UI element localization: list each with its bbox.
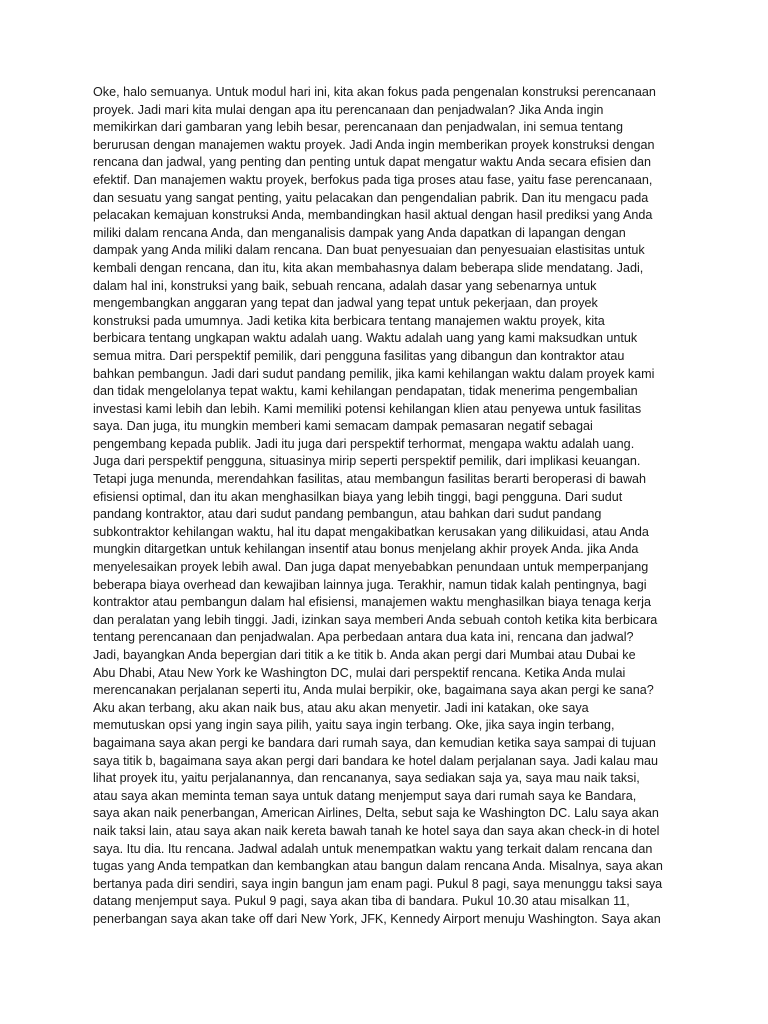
- document-text-line: mengembangkan anggaran yang tepat dan jadwal yang tepat untuk pekerjaan, dan proyek: [93, 296, 598, 311]
- document-text-line: Tetapi juga menunda, merendahkan fasilitas, atau membangun fasilitas berarti beroperasi di bawah: [93, 472, 647, 487]
- document-text-line: penerbangan saya akan take off dari New York, JFK, Kennedy Airport menuju Washington. Saya akan: [93, 911, 661, 926]
- document-text-line: pengembang kepada publik. Jadi itu juga dari perspektif terhormat, mengapa waktu adalah uang.: [93, 436, 635, 451]
- document-text-line: konstruksi pada umumnya. Jadi ketika kita berbicara tentang manajemen waktu proyek, kita: [93, 313, 605, 328]
- document-text-line: atau saya akan meminta teman saya untuk datang menjemput saya dari rumah saya ke Bandara,: [93, 788, 637, 803]
- document-text-line: dan sesuatu yang sangat penting, yaitu pelacakan dan pengendalian pabrik. Dan itu mengacu pada: [93, 190, 649, 205]
- document-text-line: saya. Dan juga, itu mungkin memberi kami semacam dampak pemasaran negatif sebagai: [93, 419, 593, 434]
- document-text-line: Juga dari perspektif pengguna, situasinya mirip seperti perspektif pemilik, dari implikasi keuangan.: [93, 454, 641, 469]
- document-text-line: pandang kontraktor, atau dari sudut pandang pembangun, atau bahkan dari sudut pandang: [93, 507, 602, 522]
- document-text-line: menyelesaikan proyek lebih awal. Dan juga dapat menyebabkan penundaan untuk memperpanjang: [93, 560, 649, 575]
- document-text-line: berurusan dengan manajemen waktu proyek. Jadi Anda ingin memberikan proyek konstruksi dengan: [93, 137, 655, 152]
- document-text-line: dampak yang Anda miliki dalam rencana. Dan buat penyesuaian dan penyesuaian elastisitas untuk: [93, 243, 645, 258]
- document-text-line: tugas yang Anda tempatkan dan kembangkan atau bangun dalam rencana Anda. Misalnya, saya akan: [93, 859, 663, 874]
- document-text-line: Abu Dhabi, Atau New York ke Washington DC, mulai dari perspektif rencana. Ketika Anda mulai: [93, 665, 626, 680]
- document-text-line: dan tidak mengelolanya tepat waktu, kami kehilangan pendapatan, tidak menerima pengembalian: [93, 384, 638, 399]
- document-text-line: saya titik b, bagaimana saya akan pergi dari bandara ke hotel dalam perjalanan saya. Jadi kalau mau: [93, 753, 658, 768]
- document-text-line: miliki dalam rencana Anda, dan menganalisis dampak yang Anda dapatkan di lapangan dengan: [93, 225, 626, 240]
- document-text-line: proyek. Jadi mari kita mulai dengan apa itu perencanaan dan penjadwalan? Jika Anda ingin: [93, 102, 604, 117]
- document-text-line: kontraktor atau pembangun dalam hal efisiensi, manajemen waktu menghasilkan biaya tenaga kerja: [93, 595, 651, 610]
- document-text-line: saya. Itu dia. Itu rencana. Jadwal adalah untuk menempatkan waktu yang terkait dalam rencana dan: [93, 841, 653, 856]
- document-text-line: dalam hal ini, konstruksi yang baik, sebuah rencana, adalah dasar yang sebenarnya untuk: [93, 278, 597, 293]
- document-text-line: berbicara tentang ungkapan waktu adalah uang. Waktu adalah uang yang kami maksudkan untuk: [93, 331, 638, 346]
- document-text-line: Jadi, bayangkan Anda bepergian dari titik a ke titik b. Anda akan pergi dari Mumbai atau Dubai ke: [93, 648, 636, 662]
- document-text-line: lihat proyek itu, yaitu perjalanannya, dan rencananya, saya sediakan saja ya, saya mau naik taksi,: [93, 771, 640, 786]
- document-text-line: kembali dengan rencana, dan itu, kita akan membahasnya dalam beberapa slide mendatang. Jadi,: [93, 260, 644, 275]
- document-text-line: bagaimana saya akan pergi ke bandara dari rumah saya, dan kemudian ketika saya sampai di tujuan: [93, 735, 656, 750]
- document-text-line: bahkan pembangun. Jadi dari sudut pandang pemilik, jika kami kehilangan waktu dalam proyek kami: [93, 366, 655, 381]
- document-text-line: dan peralatan yang lebih tinggi. Jadi, izinkan saya memberi Anda sebuah contoh ketika kita berbicara: [93, 612, 658, 627]
- document-text-line: rencana dan jadwal, yang penting dan penting untuk dapat mengatur waktu Anda secara efisien dan: [93, 155, 652, 170]
- document-text-line: saya akan naik penerbangan, American Airlines, Delta, sebut saja ke Washington DC. Lalu saya akan: [93, 806, 659, 821]
- document-text-line: memikirkan dari gambaran yang lebih besar, perencanaan dan penjadwalan, ini semua tentang: [93, 120, 623, 135]
- document-text-line: efisiensi optimal, dan itu akan menghasilkan biaya yang lebih tinggi, bagi pengguna. Dari sudut: [93, 489, 623, 504]
- document-text-line: efektif. Dan manajemen waktu proyek, berfokus pada tiga proses atau fase, yaitu fase perencanaan,: [93, 172, 653, 187]
- document-text-line: merencanakan perjalanan seperti itu, Anda mulai berpikir, oke, bagaimana saya akan pergi ke sana?: [93, 683, 654, 698]
- document-text-line: memutuskan opsi yang ingin saya pilih, yaitu saya ingin terbang. Oke, jika saya ingin terbang,: [93, 718, 615, 733]
- document-text-line: tentang perencanaan dan penjadwalan. Apa perbedaan antara dua kata ini, rencana dan jadwal?: [93, 630, 634, 645]
- document-text-line: Aku akan terbang, aku akan naik bus, atau aku akan menyetir. Jadi ini katakan, oke saya: [93, 700, 589, 715]
- document-text-line: semua mitra. Dari perspektif pemilik, dari pengguna fasilitas yang dibangun dan kontraktor atau: [93, 348, 625, 363]
- document-body: [93, 84, 680, 929]
- document-text-line: beberapa biaya overhead dan kewajiban lainnya juga. Terakhir, namun tidak kalah pentingnya, bagi: [93, 577, 647, 592]
- document-text-line: datang menjemput saya. Pukul 9 pagi, saya akan tiba di bandara. Pukul 10.30 atau misalkan 11,: [93, 894, 630, 909]
- document-text-line: investasi kami lebih dan lebih. Kami memiliki potensi kehilangan klien atau penyewa untuk fasilitas: [93, 401, 642, 416]
- document-text-line: Oke, halo semuanya. Untuk modul hari ini, kita akan fokus pada pengenalan konstruksi perencanaan: [93, 85, 656, 99]
- document-text-line: pelacakan kemajuan konstruksi Anda, membandingkan hasil aktual dengan hasil prediksi yang Anda: [93, 208, 653, 223]
- document-text-line: bertanya pada diri sendiri, saya ingin bangun jam enam pagi. Pukul 8 pagi, saya menunggu taksi saya: [93, 876, 663, 891]
- document-text-line: naik taksi lain, atau saya akan naik kereta bawah tanah ke hotel saya dan saya akan check-in di hotel: [93, 823, 660, 838]
- document-text-line: mungkin ditargetkan untuk kehilangan insentif atau bonus menjelang akhir proyek Anda. jika Anda: [93, 542, 639, 557]
- document-text-line: subkontraktor kehilangan waktu, hal itu dapat mengakibatkan kerusakan yang dilikuidasi, atau Anda: [93, 524, 649, 539]
